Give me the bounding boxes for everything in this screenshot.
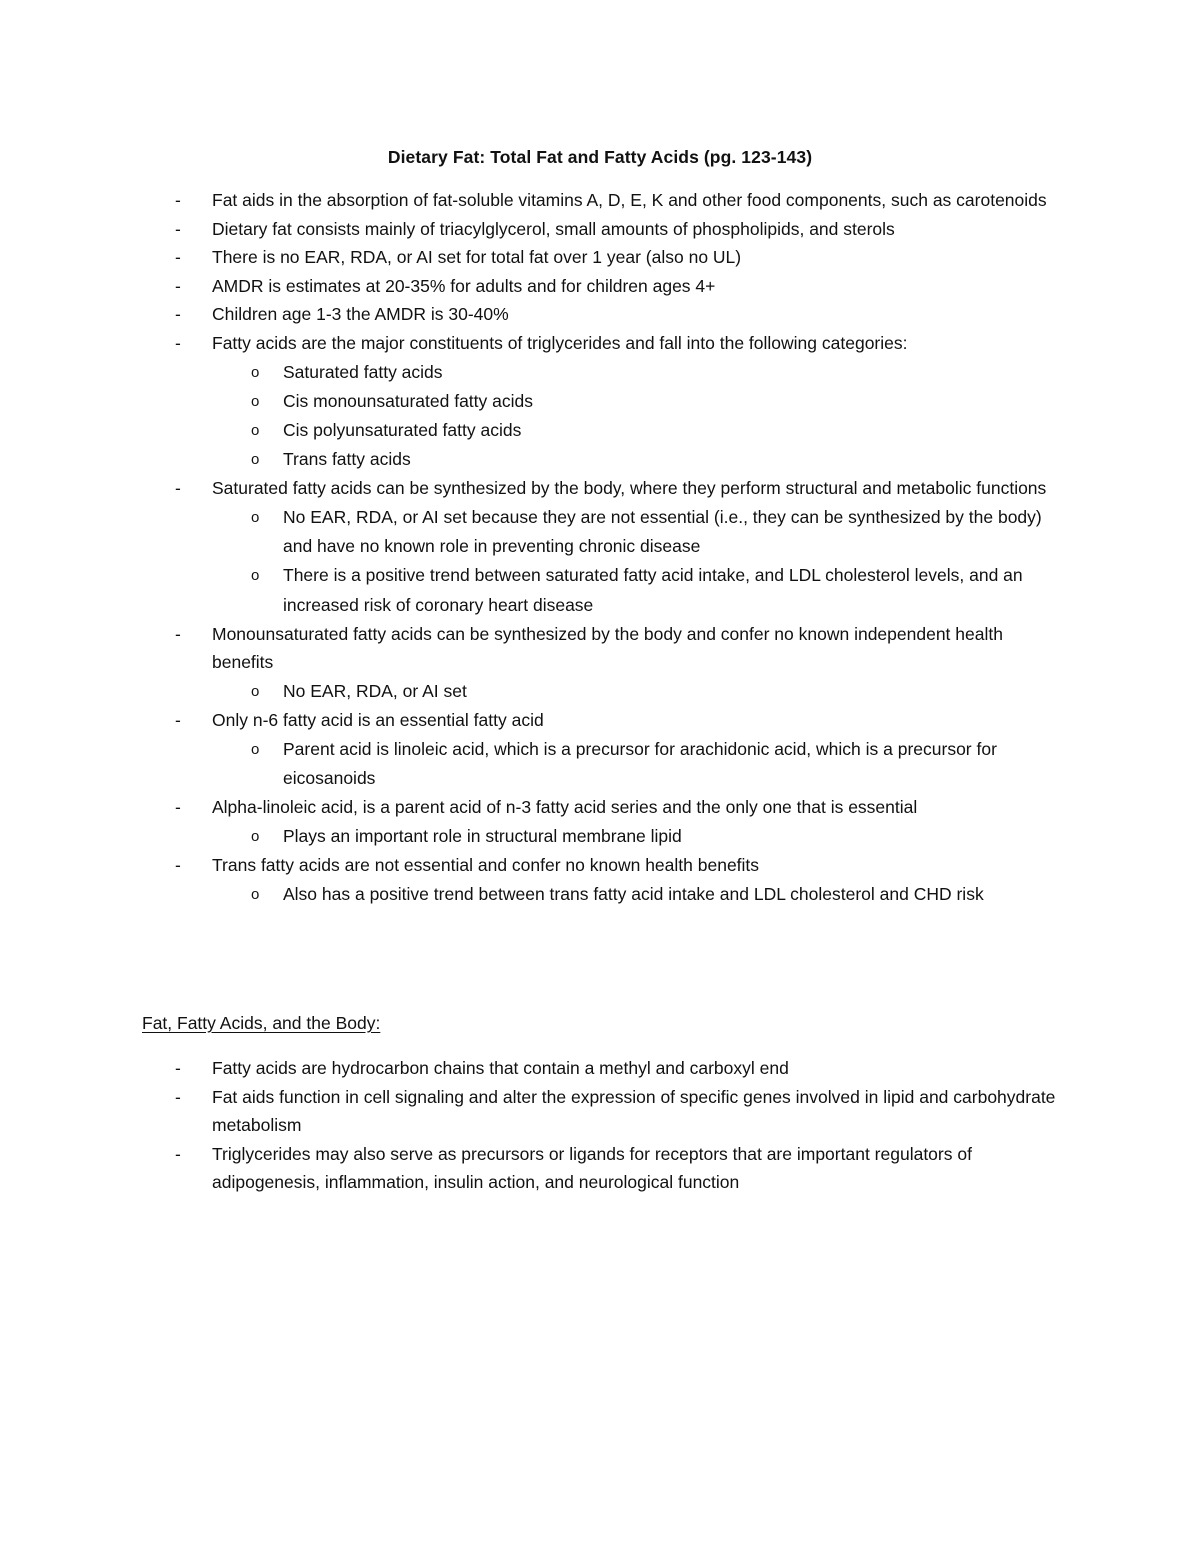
list-item-text: Children age 1-3 the AMDR is 30-40%	[212, 304, 509, 325]
dash-bullet: -	[175, 478, 181, 499]
sub-list-item-text: Saturated fatty acids	[283, 361, 443, 382]
list-item	[0, 1140, 1200, 1197]
list-item	[0, 851, 1200, 880]
list-item-text: Fat aids in the absorption of fat-soluble vitamins A, D, E, K and other food components, such as carotenoids	[212, 190, 1047, 210]
list-item	[0, 243, 1200, 272]
sub-list-item	[0, 880, 1200, 909]
dash-bullet: -	[175, 190, 181, 210]
sub-list-item	[0, 358, 1200, 387]
list-item-text: Alpha-linoleic acid, is a parent acid of n-3 fatty acid series and the only one that is essential	[212, 797, 918, 818]
list-item	[0, 793, 1200, 822]
sub-list-item	[0, 387, 1200, 416]
sub-list-item	[0, 445, 1200, 474]
list-item-text: Fatty acids are the major constituents of triglycerides and fall into the following categories:	[212, 332, 908, 353]
section-heading: Fat, Fatty Acids, and the Body:	[142, 1013, 381, 1033]
list-item-text: Fat aids function in cell signaling and alter the expression of specific genes involved in lipid and carbohydrate metabolism	[212, 1086, 1056, 1136]
sub-list-item	[0, 561, 1200, 619]
sub-list-item-text: There is a positive trend between saturated fatty acid intake, and LDL cholesterol levels, and an increased risk of coronary heart disease	[283, 565, 1023, 615]
dash-bullet: -	[175, 854, 181, 875]
list-item-text: Only n-6 fatty acid is an essential fatty acid	[212, 710, 544, 731]
list-item	[0, 329, 1200, 358]
dash-bullet: -	[175, 797, 181, 818]
list-item	[0, 1054, 1200, 1083]
sub-list-item-text: Also has a positive trend between trans fatty acid intake and LDL cholesterol and CHD risk	[283, 883, 984, 904]
circle-bullet: o	[251, 508, 260, 526]
circle-bullet: o	[251, 421, 260, 439]
dash-bullet: -	[175, 623, 181, 644]
circle-bullet: o	[251, 567, 260, 585]
sub-list-item-text: Parent acid is linoleic acid, which is a precursor for arachidonic acid, which is a precursor for eicosanoids	[283, 738, 997, 788]
dash-bullet: -	[175, 332, 181, 353]
list-item	[0, 620, 1200, 677]
dash-bullet: -	[175, 275, 181, 296]
circle-bullet: o	[251, 827, 260, 845]
sub-list-item	[0, 416, 1200, 445]
fat-facts-list	[0, 186, 1200, 909]
circle-bullet: o	[251, 451, 260, 469]
dash-bullet: -	[175, 247, 181, 268]
list-item-text: Saturated fatty acids can be synthesized by the body, where they perform structural and metabolic functions	[212, 478, 1047, 499]
sub-list-item	[0, 735, 1200, 793]
dash-bullet: -	[175, 1086, 181, 1107]
list-item-text: Dietary fat consists mainly of triacylglycerol, small amounts of phospholipids, and sterols	[212, 218, 895, 239]
sub-list-item-text: No EAR, RDA, or AI set	[283, 680, 467, 701]
circle-bullet: o	[251, 740, 260, 758]
list-item	[0, 215, 1200, 244]
list-item	[0, 186, 1200, 215]
list-item-text: AMDR is estimates at 20-35% for adults and for children ages 4+	[212, 275, 716, 296]
dash-bullet: -	[175, 1143, 181, 1164]
circle-bullet: o	[251, 885, 260, 903]
sub-list-item	[0, 822, 1200, 851]
list-item-text: Fatty acids are hydrocarbon chains that contain a methyl and carboxyl end	[212, 1058, 789, 1078]
list-item	[0, 706, 1200, 735]
sub-list-item-text: Cis monounsaturated fatty acids	[283, 390, 533, 411]
list-item-text: Trans fatty acids are not essential and confer no known health benefits	[212, 854, 760, 875]
sub-list-item-text: Plays an important role in structural membrane lipid	[283, 825, 682, 846]
list-item-text: There is no EAR, RDA, or AI set for total fat over 1 year (also no UL)	[212, 247, 742, 268]
fat-body-list	[0, 1054, 1200, 1197]
dash-bullet: -	[175, 304, 181, 325]
sub-list-item-text: No EAR, RDA, or AI set because they are not essential (i.e., they can be synthesized by the body) and have no known role in preventing chronic disease	[283, 506, 1042, 557]
list-item-text: Monounsaturated fatty acids can be synthesized by the body and confer no known independent health benefits	[212, 623, 1003, 673]
circle-bullet: o	[251, 363, 260, 381]
sub-list-item-text: Trans fatty acids	[283, 449, 411, 470]
list-item	[0, 300, 1200, 329]
list-item	[0, 272, 1200, 301]
circle-bullet: o	[251, 392, 260, 410]
circle-bullet: o	[251, 682, 260, 700]
dash-bullet: -	[175, 1058, 181, 1078]
sub-list-item-text: Cis polyunsaturated fatty acids	[283, 419, 522, 440]
sub-list-item	[0, 503, 1200, 561]
dash-bullet: -	[175, 710, 181, 731]
dash-bullet: -	[175, 218, 181, 239]
sub-list-item	[0, 677, 1200, 706]
list-item	[0, 474, 1200, 503]
list-item	[0, 1083, 1200, 1140]
list-item-text: Triglycerides may also serve as precursors or ligands for receptors that are important regulators of adipogenesis, inflammation, insulin action, and neurological function	[212, 1143, 972, 1193]
document-title: Dietary Fat: Total Fat and Fatty Acids (pg. 123-143)	[387, 147, 813, 167]
